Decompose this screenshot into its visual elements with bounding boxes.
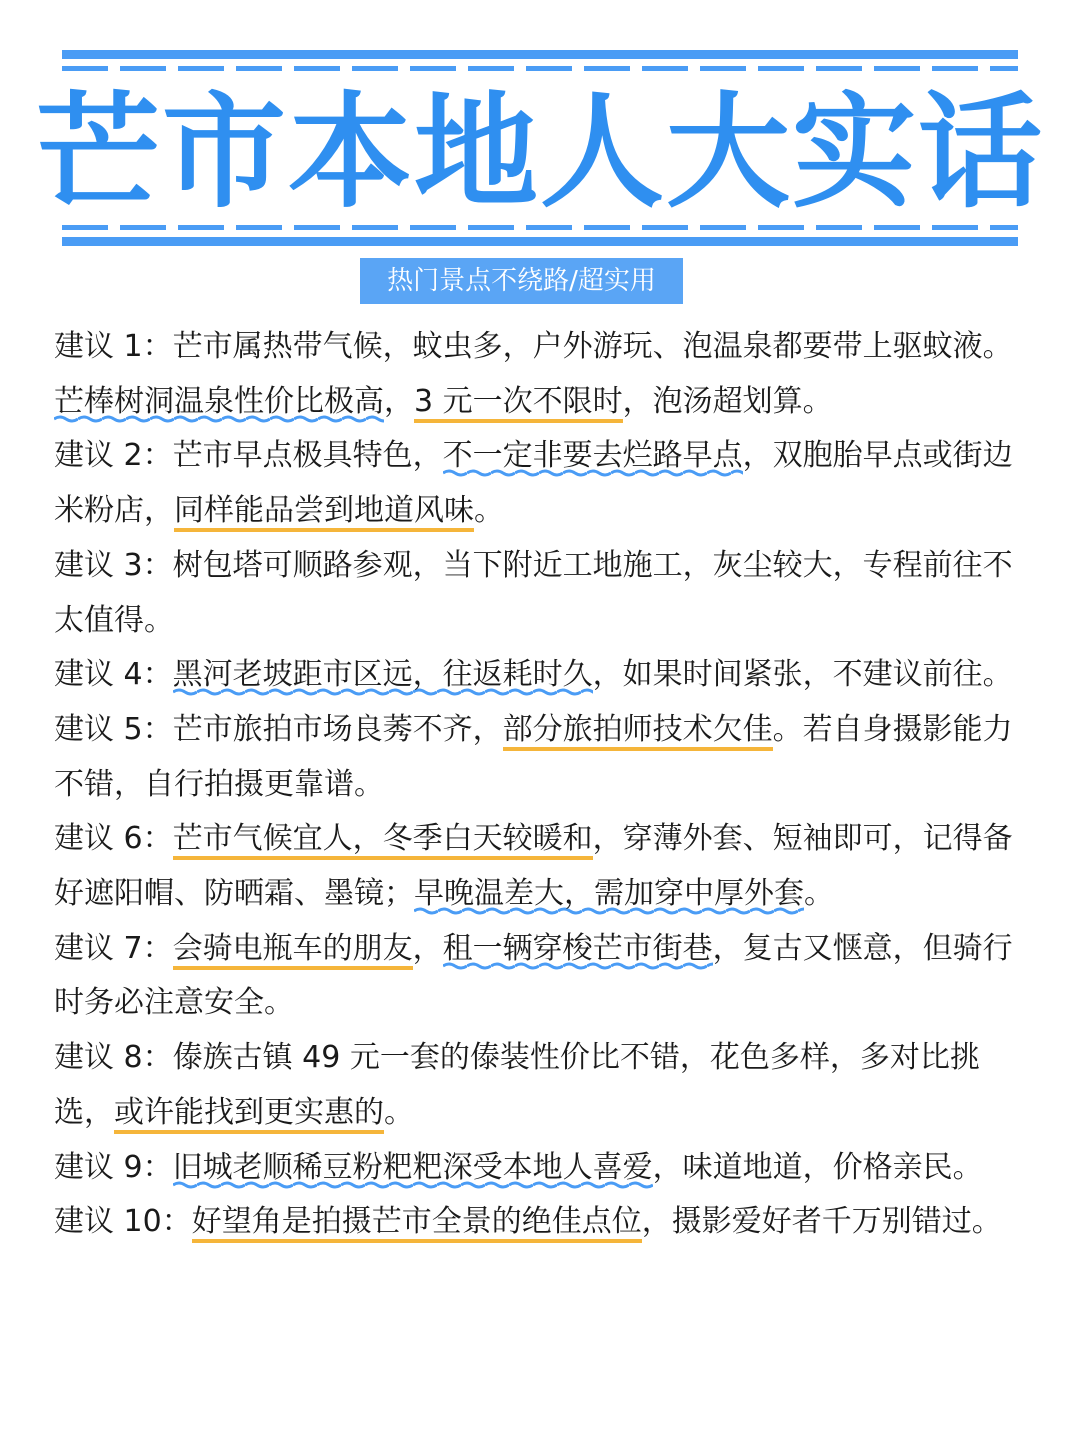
highlight-underline: 芒市气候宜人，冬季白天较暖和: [173, 821, 593, 860]
tip-text: ，双胞胎早点或街边米粉店，: [54, 438, 1013, 529]
tip-text: ，: [384, 383, 414, 419]
tip-1: [54, 320, 1014, 429]
tip-text: ，摄影爱好者千万别错过。: [641, 1204, 1002, 1240]
highlight-wave: 旧城老顺稀豆粉粑粑深受本地人喜爱: [173, 1150, 653, 1189]
tip-2: [54, 429, 1014, 538]
tip-text: 建议 9：: [54, 1149, 173, 1185]
tip-text: 建议 5：芒市旅拍市场良莠不齐，: [54, 711, 503, 747]
tip-text: 建议 8：傣族古镇 49 元一套的傣装性价比不错，花色多样，多对比挑选，: [54, 1040, 980, 1130]
tip-text: 建议 6：: [54, 821, 173, 857]
tips-list: [54, 320, 1014, 1250]
tip-5: [54, 703, 1014, 812]
tip-text: 。: [474, 493, 504, 529]
tip-4: [54, 648, 1014, 703]
tip-9: [54, 1141, 1014, 1196]
top-decorative-lines: [62, 50, 1018, 71]
tip-7: [54, 922, 1014, 1031]
tip-text: ，如果时间紧张，不建议前往。: [592, 657, 1013, 693]
tip-text: 建议 2：芒市早点极具特色，: [54, 438, 443, 474]
tip-8: [54, 1031, 1014, 1140]
highlight-wave: 不一定非要去烂路早点: [443, 438, 743, 477]
page-title: 芒市本地人大实话: [35, 81, 1044, 225]
tip-text: ，味道地道，价格亲民。: [652, 1149, 983, 1185]
tip-6: [54, 812, 1014, 921]
tip-text: 建议 1：芒市属热带气候，蚊虫多，户外游玩、泡温泉都要带上驱蚊液。: [54, 329, 1013, 364]
tip-text: ，: [412, 930, 443, 966]
highlight-underline: 同样能品尝到地道风味: [174, 493, 474, 532]
highlight-underline: 部分旅拍师技术欠佳: [503, 712, 773, 751]
subtitle-banner: 热门景点不绕路/超实用: [360, 258, 683, 304]
tip-text: ，泡汤超划算。: [622, 383, 833, 419]
tip-text: 。若自身摄影能力不错，自行拍摄更靠谱。: [54, 711, 1013, 802]
tip-text: 建议 3：树包塔可顺路参观，当下附近工地施工，灰尘较大，专程前往不太值得。: [54, 547, 1013, 638]
highlight-underline: 3 元一次不限时: [414, 384, 623, 423]
tip-3: [54, 539, 1014, 648]
highlight-wave: 黑河老坡距市区远，往返耗时久: [173, 657, 593, 696]
highlight-wave: 租一辆穿梭芒市街巷: [443, 931, 713, 970]
tip-text: 。: [384, 1094, 414, 1130]
tip-10: [54, 1195, 1014, 1250]
tip-text: ，穿薄外套、短袖即可，记得备好遮阳帽、防晒霜、墨镜；: [54, 821, 1013, 912]
tip-text: 建议 4：: [54, 657, 173, 693]
highlight-wave: 芒棒树洞温泉性价比极高: [54, 384, 384, 423]
highlight-underline: 或许能找到更实惠的: [114, 1095, 384, 1134]
tip-text: 建议 10：: [54, 1204, 192, 1240]
highlight-underline: 好望角是拍摄芒市全景的绝佳点位: [192, 1204, 642, 1243]
tip-text: ，复古又惬意，但骑行时务必注意安全。: [54, 930, 1013, 1021]
tip-text: 建议 7：: [54, 930, 173, 966]
highlight-underline: 会骑电瓶车的朋友: [173, 931, 413, 970]
highlight-wave: 早晚温差大，需加穿中厚外套: [414, 876, 804, 915]
bottom-decorative-lines: [62, 225, 1018, 246]
tip-text: 。: [804, 876, 834, 912]
